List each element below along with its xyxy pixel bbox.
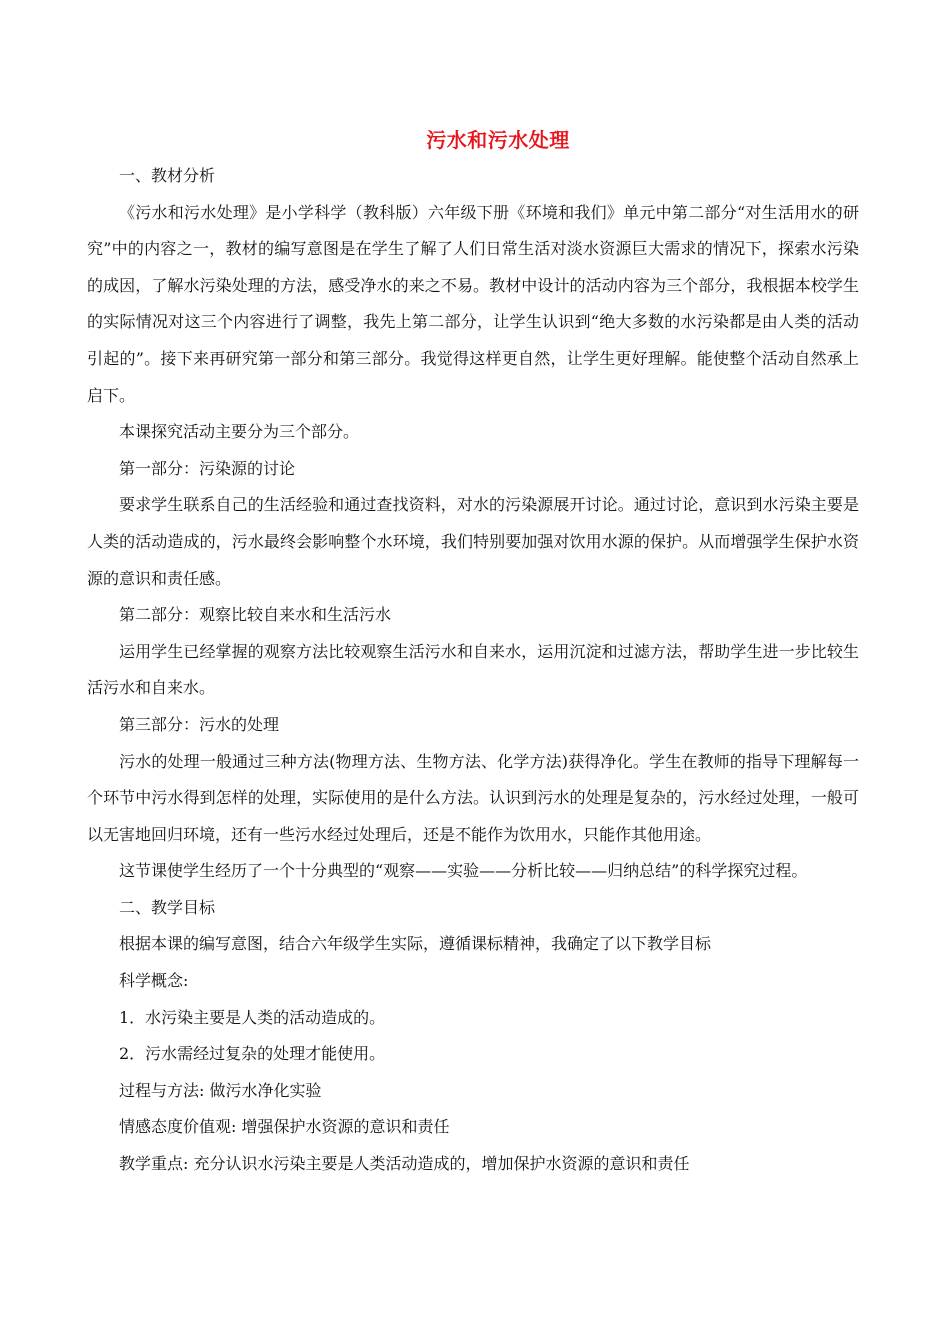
paragraph-attitude-values: 情感态度价值观: 增强保护水资源的意识和责任 [119, 1117, 450, 1137]
section-heading-teaching-goals: 二、教学目标 [119, 897, 216, 917]
paragraph-textbook-intro: 《污水和污水处理》是小学科学（教科版）六年级下册《环境和我们》单元中第二部分“对生活用水的研究”中的内容之一，教材的编写意图是在学生了解了人们日常生活对淡水资源巨大需求的情况下，探索水污染的成因，了解水污染处理的方法，感受净水的来之不易。教材中设计的活动内容为三个部分，我根据本校学生的实际情况对这三个内容进行了调整，我先上第二部分，让学生认识到“绝大多数的水污染都是由人类的活动引起的”。接下来再研究第一部分和第三部分。我觉得这样更自然，让学生更好理解。能使整个活动自然承上启下。 [87, 202, 859, 405]
subheading-science-concepts: 科学概念: [119, 971, 189, 991]
subheading-part-two: 第二部分：观察比较自来水和生活污水 [119, 605, 392, 625]
section-heading-textbook-analysis: 一、教材分析 [119, 166, 216, 185]
paragraph-process-methods: 过程与方法: 做污水净化实验 [119, 1080, 322, 1100]
paragraph-part-three: 污水的处理一般通过三种方法(物理方法、生物方法、化学方法)获得净化。学生在教师的指导下理解每一个环节中污水得到怎样的处理，实际使用的是什么方法。认识到污水的处理是复杂的，污水经过处理，一般可以无害地回归环境，还有一些污水经过处理后，还是不能作为饮用水，只能作其他用途。 [87, 751, 859, 844]
subheading-part-three: 第三部分：污水的处理 [119, 714, 280, 734]
paragraph-part-two: 运用学生已经掌握的观察方法比较观察生活污水和自来水，运用沉淀和过滤方法，帮助学生进一步比较生活污水和自来水。 [87, 641, 859, 698]
paragraph-part-one: 要求学生联系自己的生活经验和通过查找资料，对水的污染源展开讨论。通过讨论，意识到水污染主要是人类的活动造成的，污水最终会影响整个水环境，我们特别要加强对饮用水源的保护。从而增强学生保护水资源的意识和责任感。 [87, 495, 859, 588]
paragraph-activity-overview: 本课探究活动主要分为三个部分。 [119, 422, 360, 442]
list-item-concept-2: 2．污水需经过复杂的处理才能使用。 [119, 1044, 386, 1064]
paragraph-goals-intro: 根据本课的编写意图，结合六年级学生实际，遵循课标精神，我确定了以下教学目标 [119, 934, 712, 954]
subheading-part-one: 第一部分：污染源的讨论 [119, 458, 296, 478]
paragraph-teaching-focus: 教学重点: 充分认识水污染主要是人类活动造成的，增加保护水资源的意识和责任 [119, 1154, 690, 1174]
document-title: 污水和污水处理 [426, 128, 570, 152]
list-item-concept-1: 1．水污染主要是人类的活动造成的。 [119, 1007, 386, 1027]
paragraph-inquiry-process: 这节课使学生经历了一个十分典型的“观察——实验——分析比较——归纳总结”的科学探究过程。 [119, 861, 808, 881]
document-body [87, 158, 859, 1183]
